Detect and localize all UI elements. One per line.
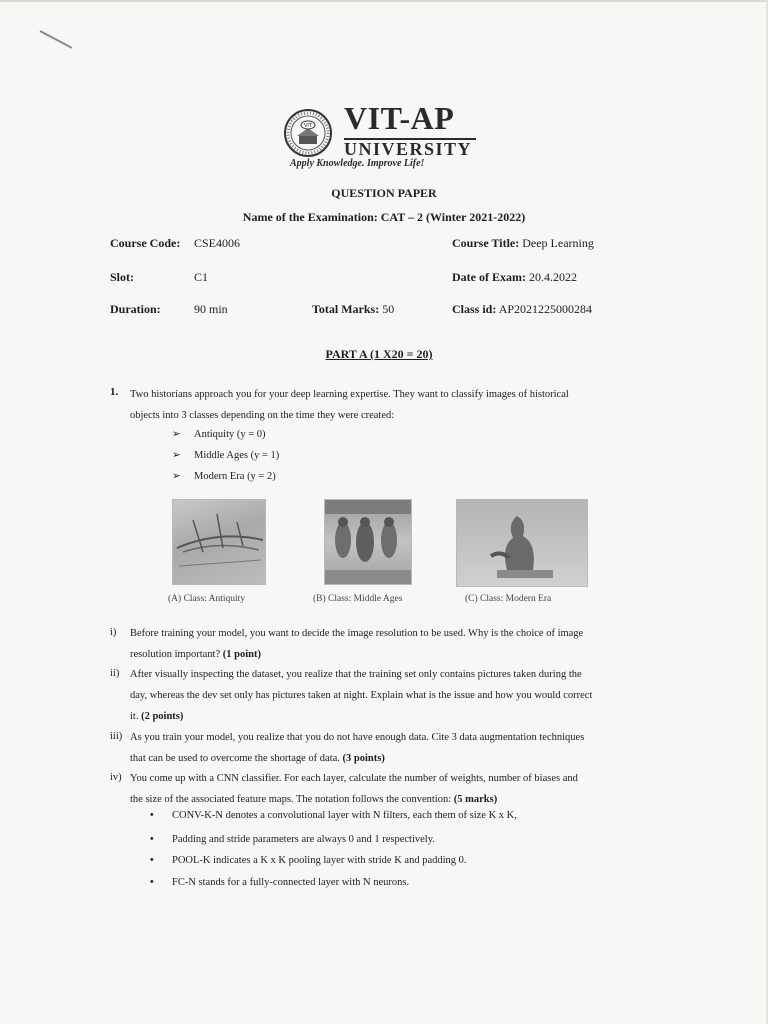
subquestion-text: As you train your model, you realize that you do not have enough data. Cite 3 data augmentation techniques that can be used to overcome the shortage of data. (3 points) <box>130 732 585 764</box>
middle-ages-image <box>324 499 412 585</box>
image-caption: (C) Class: Modern Era <box>465 594 552 604</box>
question-text: Two historians approach you for your deep learning expertise. They want to classify images of historical objects into 3 classes depending on the time they were created: <box>130 389 569 421</box>
bullet-dot-icon: • <box>150 877 154 888</box>
subquestion-number: iv) <box>110 772 122 783</box>
convention-bullet: • CONV-K-N denotes a convolutional layer with N filters, each them of size K x K, <box>150 810 517 821</box>
arrow-bullet-icon: ➢ <box>172 471 181 482</box>
subquestion-text: After visually inspecting the dataset, you realize that the training set only contains pictures taken during the day, whereas the dev set only has pictures taken at night. Explain what is the issue and how you would correct it. (2 points) <box>130 669 593 722</box>
slot-label: Slot: <box>110 270 134 284</box>
class-list-item: ➢ Modern Era (y = 2) <box>172 471 276 482</box>
convention-bullet: • POOL-K indicates a K x K pooling layer with stride K and padding 0. <box>150 855 467 866</box>
convention-bullet: • Padding and stride parameters are always 0 and 1 respectively. <box>150 834 435 845</box>
university-tagline: Apply Knowledge. Improve Life! <box>290 158 425 169</box>
university-seal-logo <box>283 108 333 158</box>
part-a-heading: PART A (1 X20 = 20) <box>325 347 433 361</box>
course-code-label: Course Code: <box>110 236 181 250</box>
modern-era-image <box>456 499 588 587</box>
bullet-dot-icon: • <box>150 855 154 866</box>
subquestion-number: iii) <box>110 731 123 742</box>
course-title-field: Course Title: Deep Learning <box>452 236 594 250</box>
seal-text: VIT <box>304 123 312 129</box>
course-code-value: CSE4006 <box>194 236 241 250</box>
total-marks-field: Total Marks: 50 <box>312 302 395 316</box>
subquestion-text: Before training your model, you want to decide the image resolution to be used. Why is the choice of image resolution important? (1 point) <box>130 628 584 660</box>
question-number: 1. <box>110 386 119 398</box>
class-list-item: ➢ Middle Ages (y = 1) <box>172 450 280 461</box>
duration-label: Duration: <box>110 302 161 316</box>
exam-date-field: Date of Exam: 20.4.2022 <box>452 270 577 284</box>
image-caption: (B) Class: Middle Ages <box>313 594 403 604</box>
university-name: VIT-AP <box>344 100 455 136</box>
bullet-dot-icon: • <box>150 834 154 845</box>
class-list-item: ➢ Antiquity (y = 0) <box>172 429 266 440</box>
antiquity-image <box>172 499 266 585</box>
slot-value: C1 <box>194 270 209 284</box>
arrow-bullet-icon: ➢ <box>172 429 181 440</box>
image-caption: (A) Class: Antiquity <box>168 594 246 604</box>
arrow-bullet-icon: ➢ <box>172 450 181 461</box>
convention-bullet: • FC-N stands for a fully-connected layer with N neurons. <box>150 877 410 888</box>
paper-type-heading: QUESTION PAPER <box>331 186 437 200</box>
scan-mark <box>40 30 73 49</box>
bullet-dot-icon: • <box>150 810 154 821</box>
subquestion-number: ii) <box>110 668 120 679</box>
duration-value: 90 min <box>194 302 228 316</box>
university-subtitle: UNIVERSITY <box>344 139 473 159</box>
subquestion-text: You come up with a CNN classifier. For each layer, calculate the number of weights, number of biases and the size of the associated feature maps. The notation follows the convention: (5 marks) <box>130 773 578 805</box>
subquestion-number: i) <box>110 627 117 638</box>
class-id-field: Class id: AP2021225000284 <box>452 302 593 316</box>
exam-name: Name of the Examination: CAT – 2 (Winter 2021-2022) <box>242 210 526 224</box>
scan-edge <box>0 0 768 2</box>
